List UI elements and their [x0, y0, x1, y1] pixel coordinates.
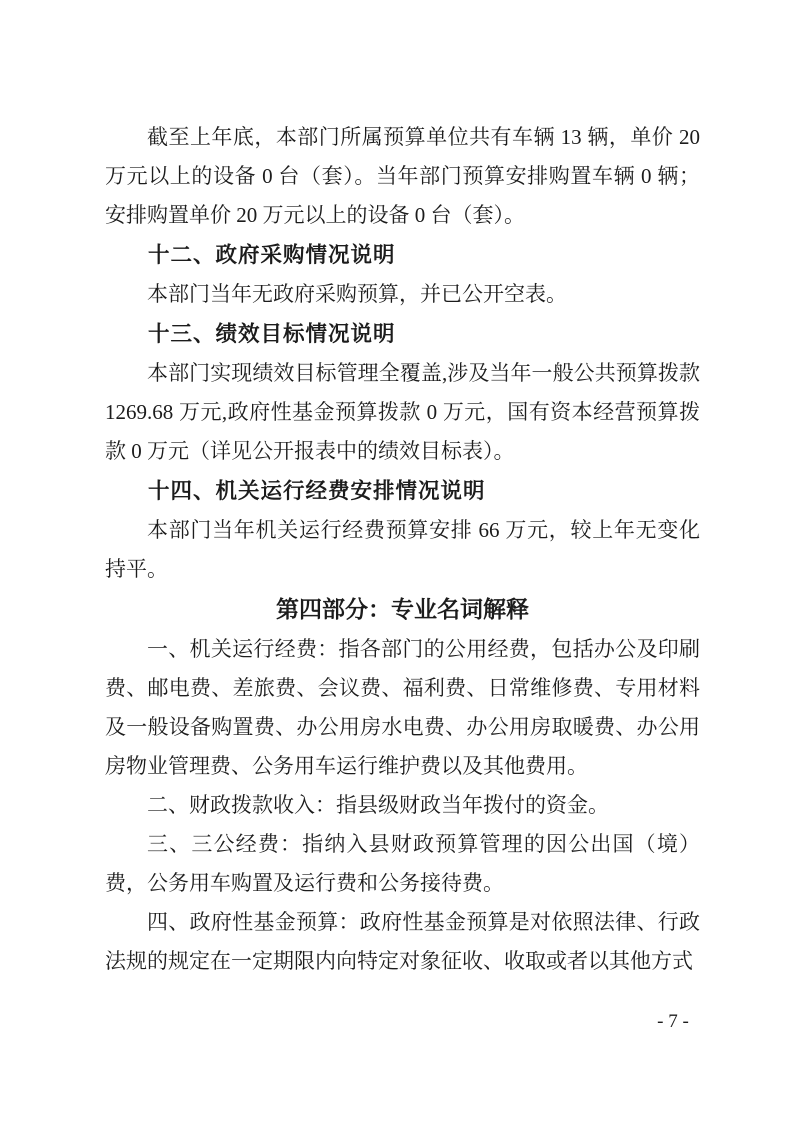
paragraph-operating-funds: 本部门当年机关运行经费预算安排 66 万元，较上年无变化持平。 [105, 518, 700, 581]
heading-12-government-procurement: 十二、政府采购情况说明 [148, 243, 396, 267]
paragraph-performance-coverage: 本部门实现绩效目标管理全覆盖,涉及当年一般公共预算拨款 1269.68 万元,政府性基金预算拨款 0 万元，国有资本经营预算拨款 0 万元（详见公开报表中的绩效目标表）。 [105, 361, 700, 463]
paragraph-term-2-fiscal-appropriation-income: 二、财政拨款收入：指县级财政当年拨付的资金。 [147, 793, 609, 817]
section-title-part4-terminology: 第四部分：专业名词解释 [276, 597, 529, 622]
document-body [105, 118, 700, 981]
paragraph-term-3-three-public-expenses: 三、三公经费：指纳入县财政预算管理的因公出国（境）费，公务用车购置及运行费和公务接待费。 [105, 832, 700, 895]
paragraph-term-4-government-fund-budget: 四、政府性基金预算：政府性基金预算是对依照法律、行政法规的规定在一定期限内向特定对象征收、收取或者以其他方式 [105, 910, 700, 973]
paragraph-term-1-operating-expenses: 一、机关运行经费：指各部门的公用经费，包括办公及印刷费、邮电费、差旅费、会议费、福利费、日常维修费、专用材料及一般设备购置费、办公用房水电费、办公用房取暖费、办公用房物业管理费、公务用车运行维护费以及其他费用。 [105, 637, 700, 778]
paragraph-vehicle-equipment: 截至上年底，本部门所属预算单位共有车辆 13 辆，单价 20 万元以上的设备 0 台（套）。当年部门预算安排购置车辆 0 辆；安排购置单价 20 万元以上的设备 0 台（套）。 [105, 125, 700, 227]
paragraph-procurement-note: 本部门当年无政府采购预算，并已公开空表。 [147, 282, 567, 306]
heading-13-performance-targets: 十三、绩效目标情况说明 [148, 322, 396, 346]
heading-14-operating-funds: 十四、机关运行经费安排情况说明 [148, 479, 486, 503]
page-number: - 7 - [657, 1011, 689, 1032]
